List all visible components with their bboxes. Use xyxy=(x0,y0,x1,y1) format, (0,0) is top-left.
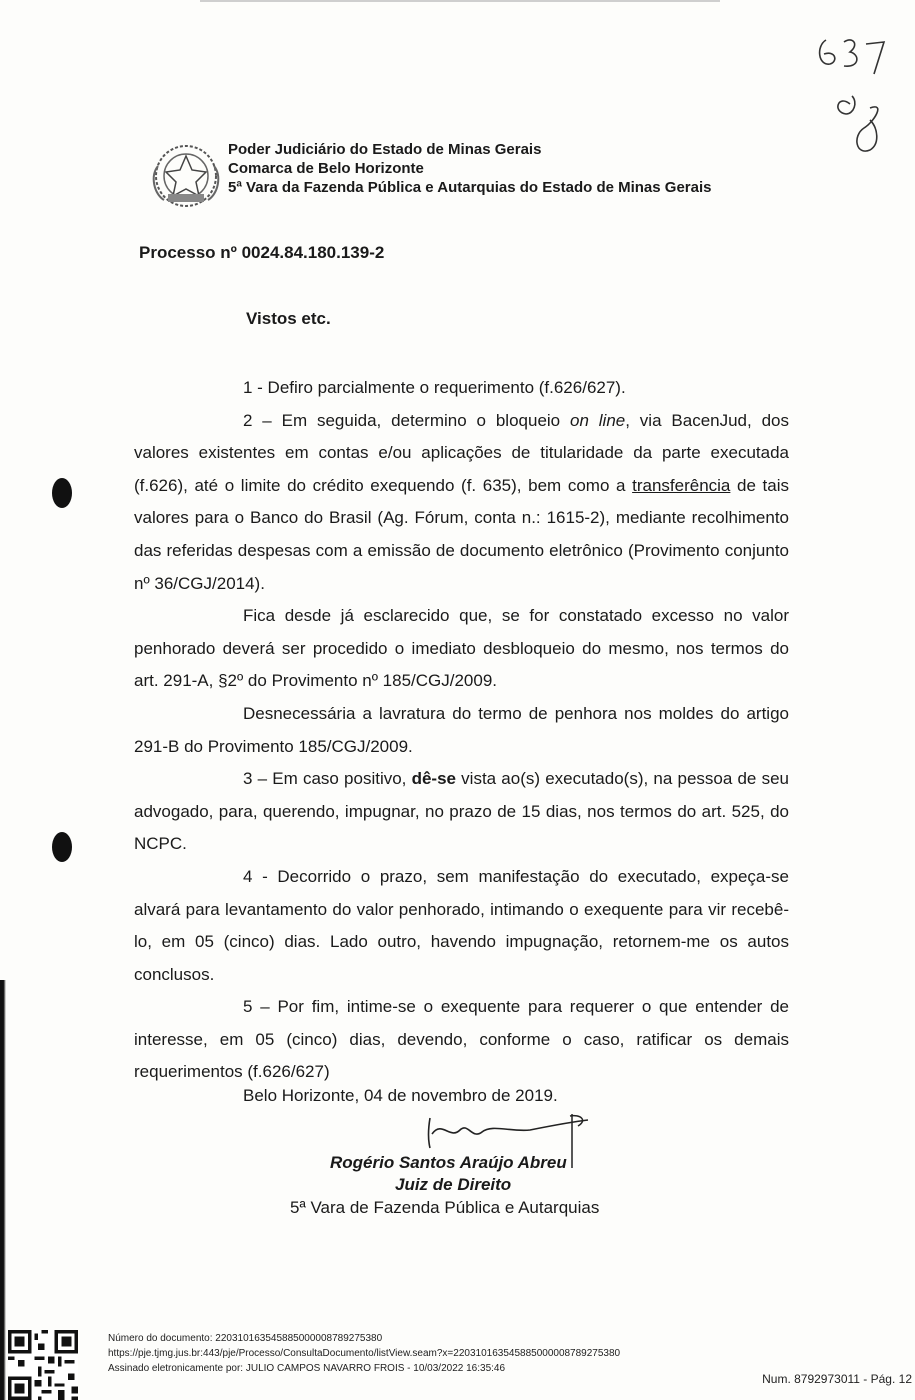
footer-signed-by: Assinado eletronicamente por: JULIO CAMPOS NAVARRO FROIS - 10/03/2022 16:35:46 xyxy=(108,1363,506,1374)
paragraph-2-part-a: 2 – Em seguida, determino o bloqueio xyxy=(243,410,570,430)
paragraph-5-part-b: vista ao(s) executado(s), na pessoa de seu advogado, para, querendo, impugnar, no prazo de 15 dias, nos termos do art. 525, do NCPC. xyxy=(134,769,789,854)
judge-role: Juiz de Direito xyxy=(395,1175,512,1194)
header-line-court: Poder Judiciário do Estado de Minas Gerais xyxy=(228,141,542,158)
paragraph-3: Fica desde já esclarecido que, se for constatado excesso no valor penhorado deverá ser procedido o imediato desbloqueio do mesmo, nos termos do art. 291-A, §2º do Provimento nº 185/CGJ/2009. xyxy=(134,606,789,691)
paragraph-5 xyxy=(134,763,789,861)
transferencia-term: transferência xyxy=(632,475,731,495)
paragraph-2-part-c: de tais valores para o Banco do Brasil (Ag. Fórum, conta n.: 1615-2), mediante recolhimento das referidas despesas com a emissão de documento eletrônico (Provimento conjunto nº 36/CGJ/2014). xyxy=(134,475,789,593)
handwritten-folio-annotation xyxy=(808,18,898,168)
binder-hole-1 xyxy=(52,478,72,508)
paragraph-7: 5 – Por fim, intime-se o exequente para requerer o que entender de interesse, em 05 (cinco) dias, devendo, conforme o caso, ratificar os demais requerimentos (f.626/627) xyxy=(134,997,789,1082)
process-number: Processo nº 0024.84.180.139-2 xyxy=(139,243,385,262)
page-number: Num. 8792973011 - Pág. 12 xyxy=(762,1372,912,1386)
footer-doc-number: Número do documento: 22031016354588500000878927538​0 xyxy=(108,1333,383,1344)
paragraph-6: 4 - Decorrido o prazo, sem manifestação do executado, expeça-se alvará para levantamento do valor penhorado, intimando o exequente para vir recebê-lo, em 05 (cinco) dias. Lado outro, havendo impugnação, retornem-me os autos conclusos. xyxy=(134,866,789,984)
footer-url: https://pje.tjmg.jus.br:443/pje/Processo/ConsultaDocumento/listView.seam?x=22031016354588500000878927538​0 xyxy=(108,1348,621,1359)
binder-hole-2 xyxy=(52,832,72,862)
paragraph-2 xyxy=(134,405,789,601)
qr-code-icon xyxy=(8,1330,78,1400)
date-line: Belo Horizonte, 04 de novembro de 2019. xyxy=(243,1086,558,1105)
scan-edge-top xyxy=(200,0,720,2)
decision-body xyxy=(134,372,789,1089)
vistos-heading: Vistos etc. xyxy=(246,309,331,328)
judge-name: Rogério Santos Araújo Abreu xyxy=(330,1153,567,1172)
de-se-term: dê-se xyxy=(411,769,456,789)
paragraph-2-part-b: , via BacenJud, dos valores existentes em contas e/ou aplicações de titularidade da parte executada (f.626), até o limite do crédito exequendo (f. 635), bem como a xyxy=(134,410,789,495)
header-line-comarca: Comarca de Belo Horizonte xyxy=(228,160,424,177)
on-line-term: on line xyxy=(570,410,626,430)
paragraph-4: Desnecessária a lavratura do termo de penhora nos moldes do artigo 291-B do Provimento 185/CGJ/2009. xyxy=(134,703,789,756)
court-header xyxy=(146,136,786,216)
paragraph-5-part-a: 3 – Em caso positivo, xyxy=(243,769,412,789)
paragraph-1: 1 - Defiro parcialmente o requerimento (f.626/627). xyxy=(243,378,626,397)
header-line-vara: 5ª Vara da Fazenda Pública e Autarquias do Estado de Minas Gerais xyxy=(228,179,712,196)
judge-vara: 5ª Vara de Fazenda Pública e Autarquias xyxy=(290,1198,600,1217)
coat-of-arms-seal-icon xyxy=(146,136,226,216)
document-footer xyxy=(0,1326,915,1400)
